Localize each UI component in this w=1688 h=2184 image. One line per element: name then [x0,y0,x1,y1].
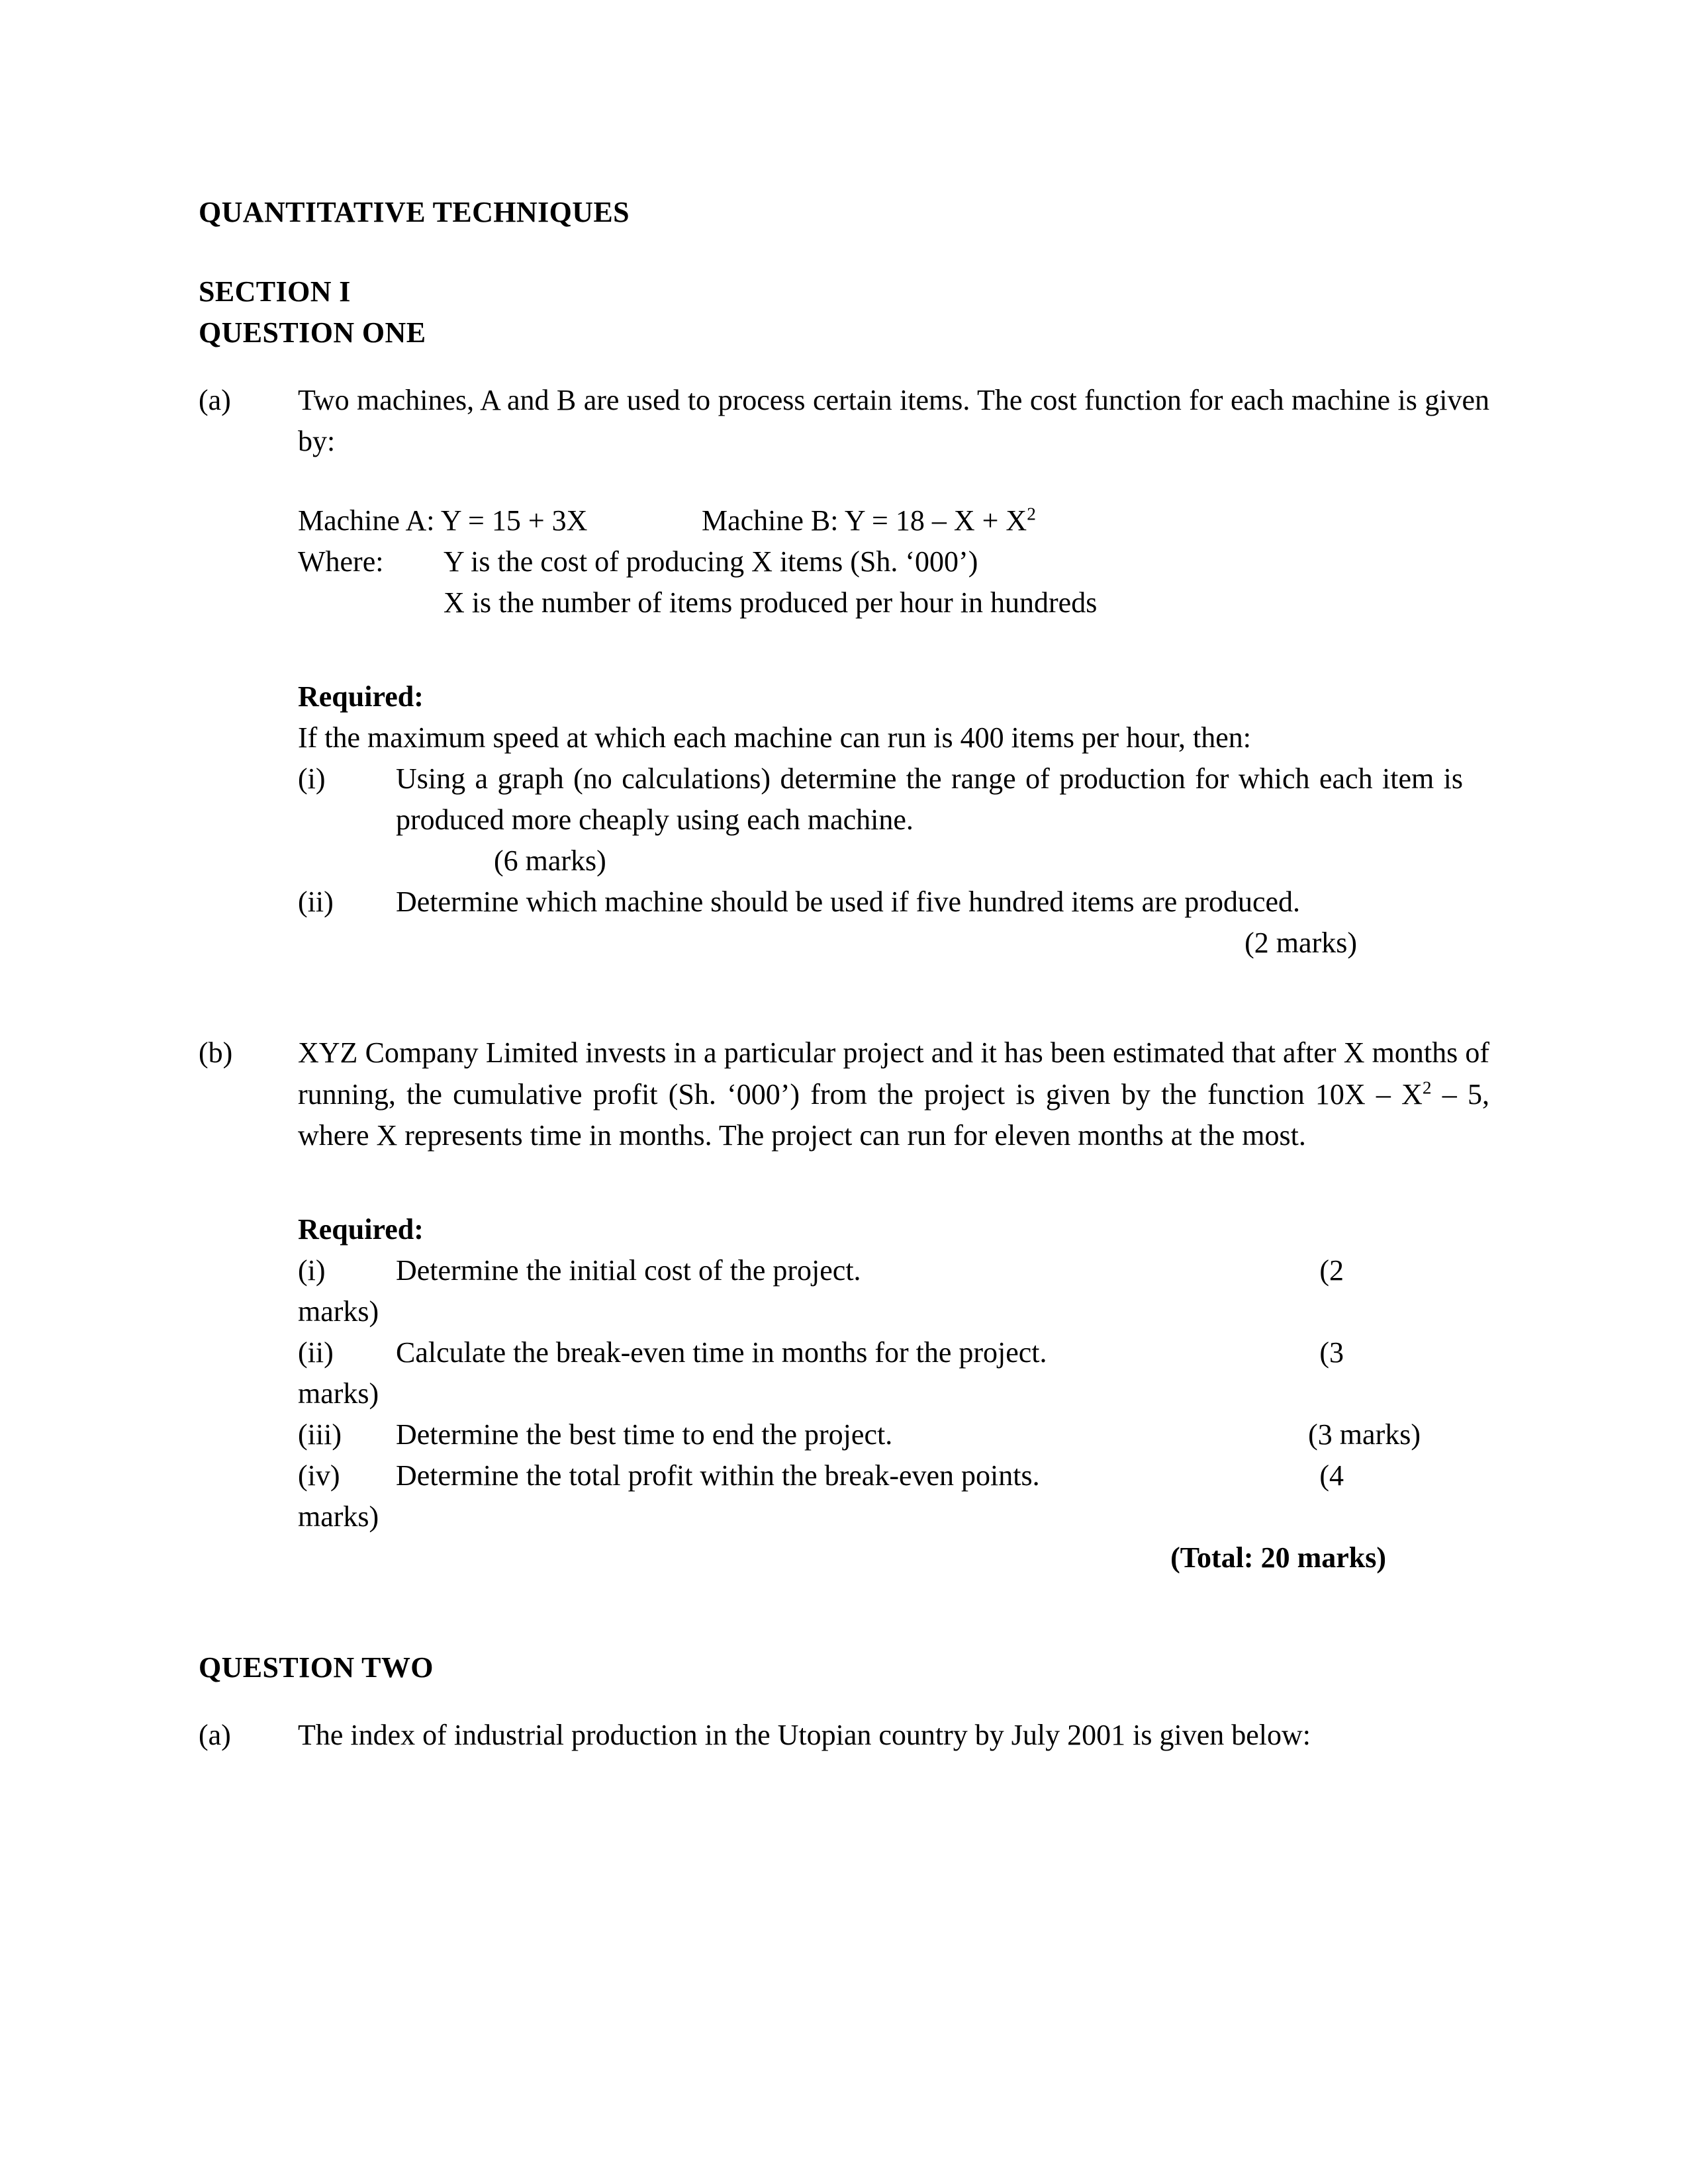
part-b-item-iv [298,1455,1489,1496]
part-a-intro: Two machines, A and B are used to process certain items. The cost function for each machine is given by: [298,384,1489,458]
part-b-item-iv-marks-tail: marks) [298,1500,379,1533]
question-two-heading: QUESTION TWO [199,1651,434,1684]
part-a-item-i [298,758,1489,841]
where-line-1: Y is the cost of producing X items (Sh. ‘000’) [444,545,978,578]
part-b-item-ii-marks-tail: marks) [298,1377,379,1410]
where-line-2: X is the number of items produced per hour in hundreds [444,586,1098,619]
part-b-item-iv-marks-head: (4 [1319,1459,1344,1492]
part-b-item-i-row [396,1250,1489,1291]
spacer [199,353,1489,380]
part-a-required-block [298,676,1489,964]
machine-equation-row [298,500,1489,541]
question-one-part-b [199,1032,1489,1156]
part-b-item-i-marks-head: (2 [1319,1253,1344,1287]
part-a-item-i-marker: (i) [298,762,326,796]
part-b-item-ii [298,1332,1489,1373]
spacer [199,1688,1489,1715]
q2-part-marker-a: (a) [199,1718,231,1751]
required-label-a: Required: [298,680,424,713]
page-title: QUANTITATIVE TECHNIQUES [199,196,630,228]
part-b-intro-text-1: XYZ Company Limited invests in a particular project and it has been estimated that after X months of running, the cumulative profit (Sh. ‘000’) from the project is given by the function 10X – X [298,1036,1489,1111]
part-b-item-ii-marker: (ii) [298,1336,334,1369]
part-b-item-ii-row [396,1332,1489,1373]
q2-part-a-text: The index of industrial production in the Utopian country by July 2001 is given below: [298,1718,1311,1751]
part-b-item-iii [298,1414,1489,1455]
part-a-item-i-marks: (6 marks) [494,844,606,878]
machine-b-equation-text: Machine B: Y = 18 – X + X [702,504,1027,537]
part-b-item-i-marks-tail: marks) [298,1295,379,1328]
part-b-intro [298,1032,1489,1156]
machine-b-equation [702,500,1036,541]
part-a-item-ii-marks: (2 marks) [1244,927,1357,960]
spacer [199,623,1489,676]
question-one-part-a [199,380,1489,462]
required-label-b: Required: [298,1212,424,1246]
part-b-item-iii-marker: (iii) [298,1418,342,1451]
spacer [199,964,1489,1032]
part-b-item-ii-marks-head: (3 [1319,1336,1344,1369]
part-b-item-i-marker: (i) [298,1253,326,1287]
section-heading: SECTION I [199,275,351,308]
part-b-item-i-text: Determine the initial cost of the project. [396,1253,861,1287]
part-b-item-i [298,1250,1489,1291]
machine-equations [298,500,1489,623]
machine-a-equation: Machine A: Y = 15 + 3X [298,504,588,537]
part-b-item-iv-text: Determine the total profit within the break-even points. [396,1459,1040,1492]
part-a-item-ii-text: Determine which machine should be used if five hundred items are produced. [396,886,1300,919]
question-two-part-a [199,1715,1489,1756]
spacer [199,1156,1489,1209]
page-content [199,192,1489,1756]
part-a-item-ii [298,882,1489,923]
spacer [199,233,1489,271]
question-one-heading: QUESTION ONE [199,316,426,349]
part-marker-a: (a) [199,384,231,417]
part-b-item-iv-row [396,1455,1489,1496]
part-b-required-block [298,1209,1489,1578]
part-b-item-iii-row [396,1414,1489,1455]
part-a-item-ii-marker: (ii) [298,886,334,919]
machine-b-exponent: 2 [1027,504,1036,524]
part-b-item-ii-text: Calculate the break-even time in months for the project. [396,1336,1047,1369]
spacer [199,1578,1489,1647]
part-marker-b: (b) [199,1036,233,1069]
part-a-item-i-text: Using a graph (no calculations) determine the range of production for which each item is produced more cheaply using each machine. [396,762,1463,837]
part-b-item-iii-marks-head: (3 marks) [1308,1418,1421,1451]
where-label: Where: [298,545,384,578]
part-b-item-iv-marker: (iv) [298,1459,340,1492]
part-b-item-iii-text: Determine the best time to end the project. [396,1418,893,1451]
required-intro-a: If the maximum speed at which each machine can run is 400 items per hour, then: [298,721,1252,754]
part-b-intro-exponent: 2 [1422,1077,1432,1097]
question-one-total-marks: (Total: 20 marks) [1170,1541,1386,1574]
where-row [298,541,1489,582]
spacer [199,462,1489,500]
part-b-intro-text-2: – 5, where X represents time in months. The project can run for eleven months at the most. [298,1077,1489,1152]
